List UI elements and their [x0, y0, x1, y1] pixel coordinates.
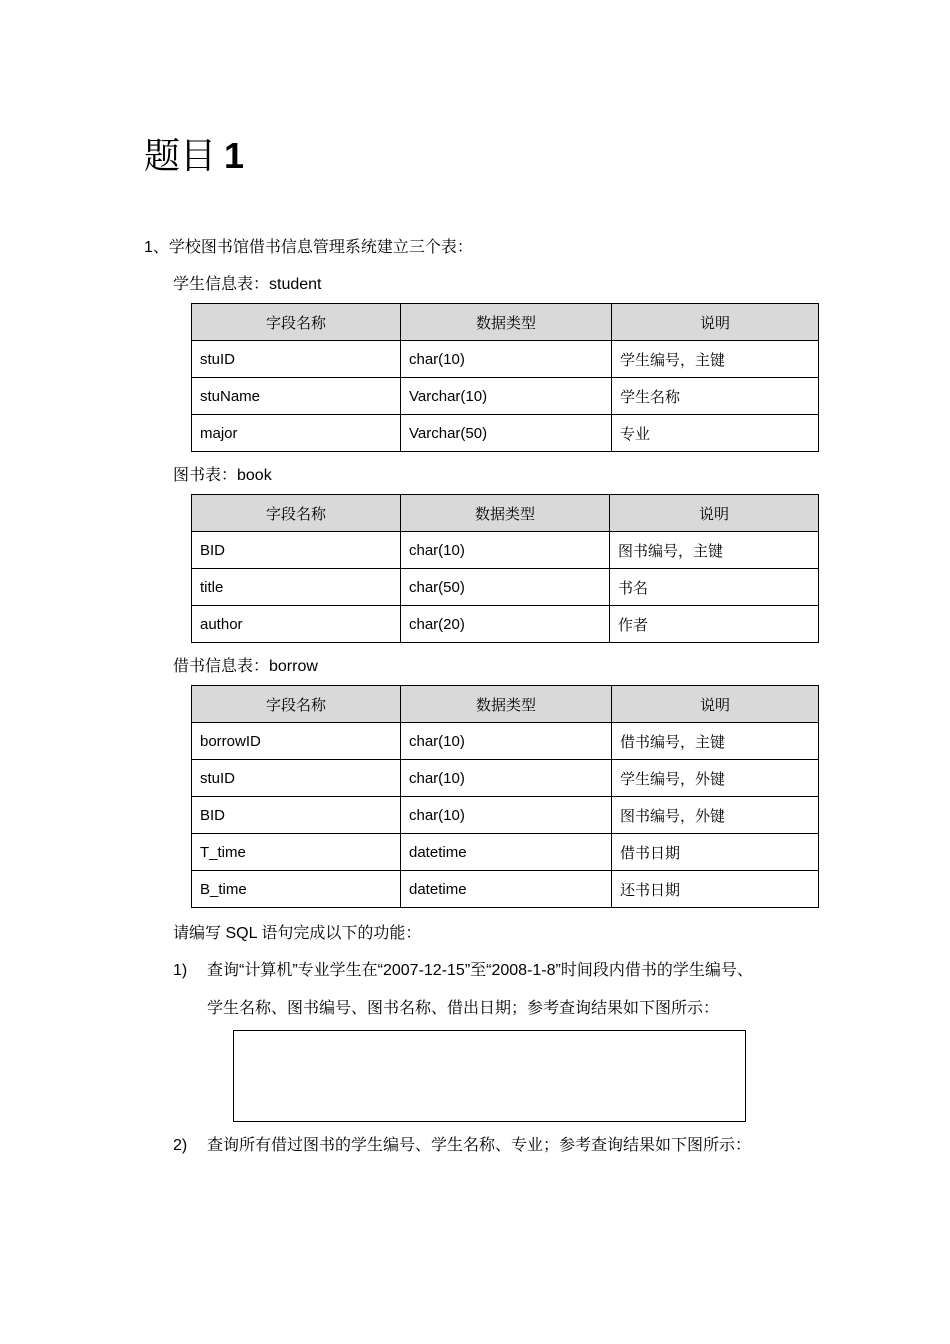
table-row	[192, 378, 819, 415]
task-1-line2: 学生名称、图书编号、图书名称、借出日期；参考查询结果如下图所示：	[207, 1000, 720, 1017]
sql-instruction: 请编写 SQL 语句完成以下的功能：	[173, 925, 422, 942]
table-row	[192, 760, 819, 797]
cell-field: T_time	[192, 834, 401, 871]
query-result-placeholder	[233, 1030, 746, 1122]
task-1	[173, 960, 753, 982]
cell-desc: 学生编号，主键	[612, 341, 819, 378]
cell-field: BID	[192, 797, 401, 834]
book-table	[191, 494, 819, 643]
header-data-type: 数据类型	[401, 304, 612, 341]
cell-field: stuID	[192, 760, 401, 797]
cell-field: BID	[192, 532, 401, 569]
header-description: 说明	[612, 686, 819, 723]
table-header-row	[192, 304, 819, 341]
cell-type: datetime	[401, 834, 612, 871]
table-header-row	[192, 686, 819, 723]
table-row	[192, 606, 819, 643]
cell-type: Varchar(10)	[401, 378, 612, 415]
table-row	[192, 532, 819, 569]
table-row	[192, 569, 819, 606]
table-header-row	[192, 495, 819, 532]
cell-type: char(10)	[401, 797, 612, 834]
header-field-name: 字段名称	[192, 304, 401, 341]
borrow-table	[191, 685, 819, 908]
task-text-line1: 查询所有借过图书的学生编号、学生名称、专业；参考查询结果如下图所示：	[207, 1137, 752, 1154]
header-field-name: 字段名称	[192, 686, 401, 723]
cell-type: char(20)	[401, 606, 610, 643]
table-row	[192, 871, 819, 908]
cell-desc: 借书日期	[612, 834, 819, 871]
cell-desc: 学生名称	[612, 378, 819, 415]
task-2	[173, 1135, 751, 1157]
header-field-name: 字段名称	[192, 495, 401, 532]
cell-field: B_time	[192, 871, 401, 908]
cell-type: char(10)	[401, 341, 612, 378]
cell-type: char(10)	[401, 723, 612, 760]
cell-desc: 学生编号，外键	[612, 760, 819, 797]
student-table	[191, 303, 819, 452]
table-row	[192, 723, 819, 760]
cell-field: major	[192, 415, 401, 452]
cell-desc: 书名	[610, 569, 819, 606]
cell-desc: 图书编号，主键	[610, 532, 819, 569]
cell-field: borrowID	[192, 723, 401, 760]
header-description: 说明	[610, 495, 819, 532]
table-row	[192, 797, 819, 834]
cell-type: char(10)	[401, 760, 612, 797]
header-data-type: 数据类型	[401, 686, 612, 723]
header-description: 说明	[612, 304, 819, 341]
task-number: 2)	[173, 1137, 188, 1154]
cell-type: Varchar(50)	[401, 415, 612, 452]
task-text-line1: 查询“计算机”专业学生在“2007-12-15”至“2008-1-8”时间段内借书的学生编号、	[207, 962, 753, 979]
cell-desc: 专业	[612, 415, 819, 452]
cell-desc: 作者	[610, 606, 819, 643]
cell-type: char(10)	[401, 532, 610, 569]
borrow-table-caption: 借书信息表：borrow	[173, 658, 318, 675]
table-row	[192, 834, 819, 871]
page-title	[144, 134, 244, 178]
task-number: 1)	[173, 962, 188, 979]
table-row	[192, 415, 819, 452]
table-row	[192, 341, 819, 378]
header-data-type: 数据类型	[401, 495, 610, 532]
cell-field: author	[192, 606, 401, 643]
cell-field: stuID	[192, 341, 401, 378]
cell-field: stuName	[192, 378, 401, 415]
cell-desc: 借书编号，主键	[612, 723, 819, 760]
title-text: 题目	[144, 135, 217, 176]
cell-desc: 还书日期	[612, 871, 819, 908]
title-number: 1	[224, 135, 245, 176]
book-table-caption: 图书表：book	[173, 467, 272, 484]
student-table-caption: 学生信息表：student	[173, 276, 322, 293]
cell-desc: 图书编号，外键	[612, 797, 819, 834]
question-intro: 1、学校图书馆借书信息管理系统建立三个表：	[144, 239, 473, 256]
cell-type: char(50)	[401, 569, 610, 606]
cell-type: datetime	[401, 871, 612, 908]
cell-field: title	[192, 569, 401, 606]
